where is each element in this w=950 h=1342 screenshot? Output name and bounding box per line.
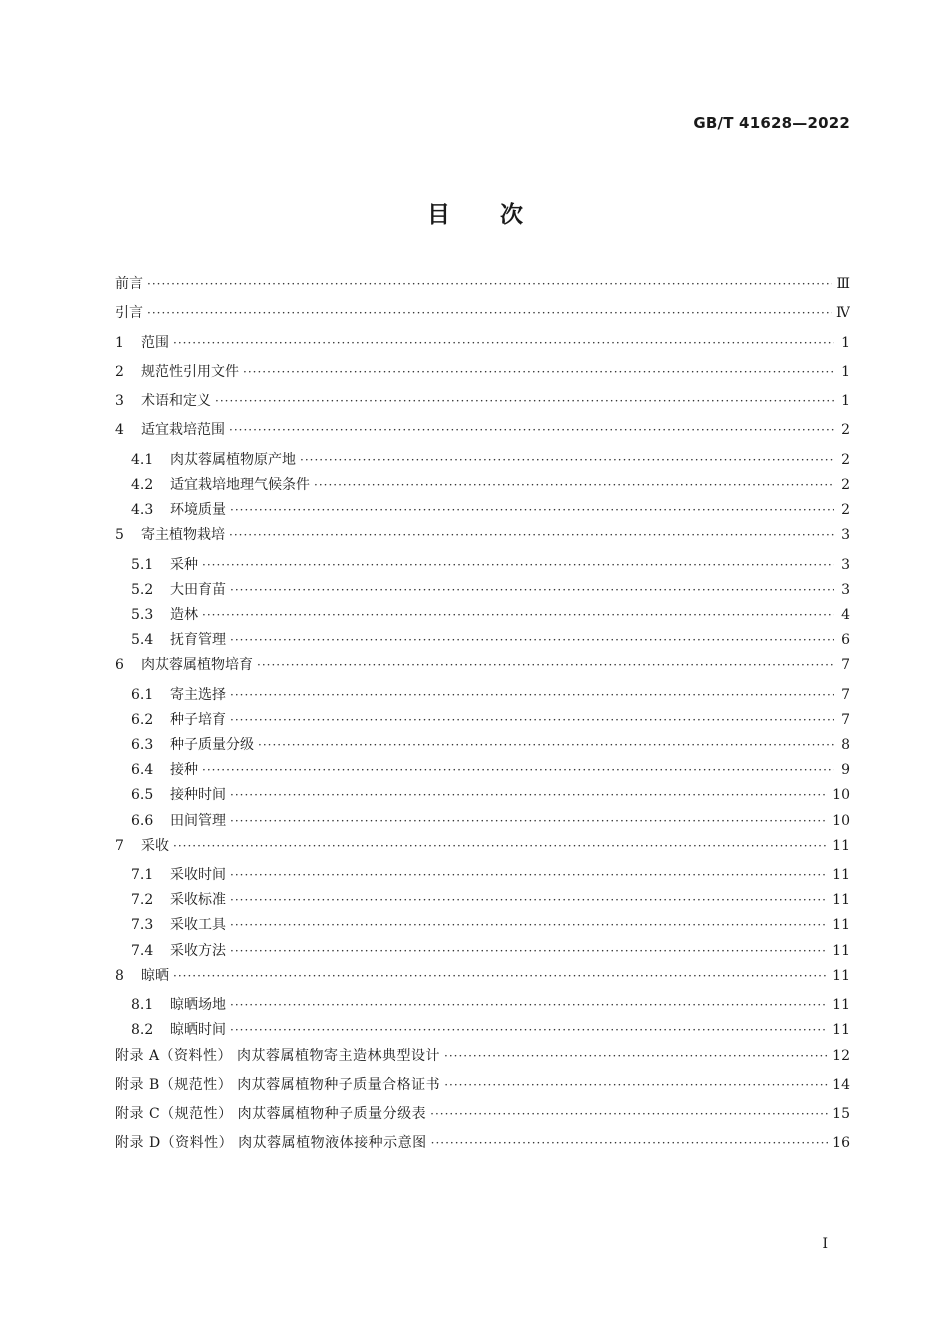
toc-leader-dots [230, 633, 834, 647]
toc-entry-number: 5 [115, 527, 124, 544]
toc-entry-number: 7.1 [131, 867, 154, 884]
toc-entry-number: 4.1 [131, 451, 154, 468]
toc-entry[interactable] [115, 629, 850, 654]
toc-leader-dots [258, 738, 834, 752]
toc-entry-number: 5.4 [131, 632, 154, 649]
toc-entry[interactable] [115, 524, 850, 553]
toc-entry-label [115, 1103, 430, 1123]
toc-entry-page: 11 [832, 837, 850, 854]
toc-leader-dots [173, 969, 828, 983]
toc-entry-title: 附录 C（规范性） 肉苁蓉属植物种子质量分级表 [115, 1106, 427, 1123]
toc-entry-page: 4 [841, 607, 850, 624]
toc-entry[interactable] [115, 419, 850, 448]
toc-entry[interactable] [115, 940, 850, 965]
toc-entry-page: 3 [841, 527, 850, 544]
toc-entry-title: 种子质量分级 [170, 737, 254, 754]
toc-entry-page: 8 [841, 737, 850, 754]
toc-entry[interactable] [115, 474, 850, 499]
toc-entry-page: 7 [841, 686, 850, 703]
toc-leader-dots [230, 788, 828, 802]
toc-entry-page: Ⅳ [836, 305, 850, 322]
toc-leader-dots [202, 608, 834, 622]
toc-entry-label [131, 759, 202, 779]
toc-entry-page: 16 [832, 1135, 850, 1152]
toc-entry[interactable] [115, 1045, 850, 1074]
toc-entry-label [115, 273, 147, 293]
toc-entry-number: 4.3 [131, 502, 154, 519]
toc-entry-page: 9 [841, 762, 850, 779]
toc-entry-number: 5.3 [131, 607, 154, 624]
toc-entry-page: 11 [832, 867, 850, 884]
toc-leader-dots [173, 839, 828, 853]
toc-entry-title: 田间管理 [170, 812, 226, 829]
toc-leader-dots [147, 306, 832, 320]
toc-entry-label [131, 449, 300, 469]
toc-entry-number: 6.3 [131, 737, 154, 754]
toc-entry[interactable] [115, 332, 850, 361]
toc-leader-dots [230, 814, 828, 828]
toc-leader-dots [230, 918, 828, 932]
toc-entry-number: 8.2 [131, 1022, 154, 1039]
toc-entry-label [115, 332, 173, 352]
toc-entry[interactable] [115, 604, 850, 629]
toc-entry-title: 附录 D（资料性） 肉苁蓉属植物液体接种示意图 [115, 1135, 427, 1152]
toc-entry-page: 10 [832, 787, 850, 804]
toc-entry[interactable] [115, 835, 850, 864]
toc-entry[interactable] [115, 1103, 850, 1132]
toc-entry-page: 11 [832, 967, 850, 984]
toc-entry[interactable] [115, 654, 850, 683]
toc-entry-number: 6.1 [131, 686, 154, 703]
toc-entry[interactable] [115, 273, 850, 302]
toc-entry-label [115, 1132, 431, 1152]
toc-entry-label [115, 361, 243, 381]
toc-entry-page: 2 [841, 502, 850, 519]
page-number: I [822, 1236, 828, 1252]
toc-entry-number: 7.4 [131, 942, 154, 959]
toc-leader-dots [202, 763, 834, 777]
toc-entry-title: 寄主选择 [170, 686, 226, 703]
toc-entry-title: 晾晒时间 [170, 1022, 226, 1039]
toc-entry-title: 引言 [115, 305, 143, 322]
toc-entry-number: 5.2 [131, 581, 154, 598]
toc-entry-page: 1 [841, 393, 850, 410]
toc-entry[interactable] [115, 864, 850, 889]
toc-entry-number: 1 [115, 334, 124, 351]
toc-leader-dots [230, 893, 828, 907]
toc-entry[interactable] [115, 1074, 850, 1103]
toc-entry-label [131, 499, 230, 519]
toc-entry-page: 6 [841, 632, 850, 649]
toc-entry[interactable] [115, 302, 850, 331]
toc-entry-title: 术语和定义 [141, 393, 211, 410]
toc-entry-label [131, 810, 230, 830]
toc-entry[interactable] [115, 889, 850, 914]
toc-entry-number: 8.1 [131, 997, 154, 1014]
toc-entry-label [115, 1045, 444, 1065]
toc-entry[interactable] [115, 684, 850, 709]
toc-entry-label [131, 1019, 230, 1039]
toc-entry-number: 4 [115, 422, 124, 439]
toc-leader-dots [300, 453, 834, 467]
toc-entry-page: 11 [832, 1022, 850, 1039]
toc-entry-label [131, 554, 202, 574]
toc-leader-dots [230, 503, 834, 517]
toc-entry-number: 6.4 [131, 762, 154, 779]
toc-leader-dots [229, 528, 834, 542]
toc-entry-title: 接种时间 [170, 787, 226, 804]
toc-entry-label [115, 965, 173, 985]
toc-entry-number: 6.6 [131, 812, 154, 829]
toc-entry-title: 前言 [115, 276, 143, 292]
toc-entry-title: 适宜栽培范围 [141, 422, 225, 439]
toc-entry[interactable] [115, 965, 850, 994]
toc-leader-dots [230, 583, 834, 597]
toc-entry-title: 晾晒场地 [170, 997, 226, 1014]
toc-entry[interactable] [115, 709, 850, 734]
toc-entry[interactable] [115, 1132, 850, 1161]
toc-entry-title: 采收 [141, 837, 169, 854]
toc-entry-page: 11 [832, 997, 850, 1014]
toc-entry-title: 接种 [170, 762, 198, 779]
toc-leader-dots [230, 688, 834, 702]
toc-entry-page: 10 [832, 812, 850, 829]
toc-entry-page: 2 [841, 451, 850, 468]
toc-leader-dots [173, 336, 834, 350]
toc-entry-title: 采收标准 [170, 892, 226, 909]
toc-entry-label [115, 419, 229, 439]
toc-entry-title: 寄主植物栽培 [141, 527, 225, 544]
toc-leader-dots [243, 365, 834, 379]
toc-entry-label [131, 914, 230, 934]
toc-entry-title: 晾晒 [141, 967, 169, 984]
toc-entry-number: 7.2 [131, 892, 154, 909]
toc-entry[interactable] [115, 361, 850, 390]
toc-entry-number: 6 [115, 657, 124, 674]
toc-leader-dots [230, 944, 828, 958]
toc-entry-page: 11 [832, 942, 850, 959]
toc-entry-number: 7.3 [131, 917, 154, 934]
toc-entry-title: 规范性引用文件 [141, 363, 239, 380]
toc-entry-page: 2 [841, 476, 850, 493]
toc-entry-title: 抚育管理 [170, 632, 226, 649]
toc-entry-page: 7 [841, 711, 850, 728]
toc-entry-label [131, 579, 230, 599]
toc-entry-page: 7 [841, 657, 850, 674]
toc-entry-number: 2 [115, 363, 124, 380]
toc-entry-label [115, 654, 257, 674]
toc-entry[interactable] [115, 1019, 850, 1044]
toc-entry[interactable] [115, 810, 850, 835]
toc-entry[interactable] [115, 449, 850, 474]
toc-entry-title: 大田育苗 [170, 581, 226, 598]
toc-entry-label [115, 835, 173, 855]
toc-entry-page: 12 [832, 1047, 850, 1064]
table-of-contents [115, 273, 850, 1162]
toc-entry-number: 4.2 [131, 476, 154, 493]
toc-entry-title: 造林 [170, 607, 198, 624]
toc-entry-number: 7 [115, 837, 124, 854]
standard-code: GB/T 41628—2022 [693, 114, 850, 132]
toc-entry-page: Ⅲ [836, 276, 850, 292]
toc-entry-label [131, 474, 314, 494]
toc-leader-dots [230, 713, 834, 727]
toc-entry-label [131, 709, 230, 729]
toc-entry[interactable] [115, 784, 850, 809]
toc-leader-dots [430, 1107, 828, 1121]
toc-entry-title: 采收方法 [170, 942, 226, 959]
toc-entry-page: 1 [841, 334, 850, 351]
toc-entry-label [115, 390, 215, 410]
toc-entry-label [131, 889, 230, 909]
toc-entry-label [115, 524, 229, 544]
toc-entry-title: 附录 B（规范性） 肉苁蓉属植物种子质量合格证书 [115, 1076, 441, 1093]
toc-entry-label [131, 604, 202, 624]
toc-entry-number: 6.2 [131, 711, 154, 728]
toc-entry[interactable] [115, 499, 850, 524]
toc-entry-label [131, 684, 230, 704]
toc-entry-label [131, 994, 230, 1014]
toc-entry-page: 1 [841, 363, 850, 380]
toc-entry-page: 15 [832, 1106, 850, 1123]
toc-leader-dots [215, 394, 834, 408]
toc-leader-dots [444, 1078, 828, 1092]
toc-leader-dots [230, 1023, 828, 1037]
toc-entry[interactable] [115, 579, 850, 604]
toc-entry-title: 采种 [170, 556, 198, 573]
toc-entry-number: 3 [115, 393, 124, 410]
toc-entry-title: 采收工具 [170, 917, 226, 934]
toc-entry-page: 11 [832, 892, 850, 909]
toc-entry[interactable] [115, 734, 850, 759]
toc-entry-label [131, 864, 230, 884]
toc-leader-dots [314, 478, 834, 492]
toc-entry-title: 采收时间 [170, 867, 226, 884]
toc-entry-page: 3 [841, 556, 850, 573]
toc-entry-label [131, 784, 230, 804]
toc-entry-title: 环境质量 [170, 502, 226, 519]
toc-entry-label [131, 629, 230, 649]
toc-entry-title: 肉苁蓉属植物培育 [141, 657, 253, 674]
toc-entry-page: 11 [832, 917, 850, 934]
toc-leader-dots [444, 1049, 828, 1063]
toc-leader-dots [202, 558, 834, 572]
toc-entry-title: 种子培育 [170, 711, 226, 728]
toc-entry-page: 3 [841, 581, 850, 598]
toc-entry-label [115, 1074, 444, 1094]
toc-leader-dots [230, 868, 828, 882]
toc-entry-number: 5.1 [131, 556, 154, 573]
toc-entry-page: 2 [841, 422, 850, 439]
toc-entry[interactable] [115, 994, 850, 1019]
toc-leader-dots [147, 277, 832, 291]
toc-entry[interactable] [115, 759, 850, 784]
toc-entry[interactable] [115, 914, 850, 939]
toc-entry-page: 14 [832, 1076, 850, 1093]
toc-entry-label [131, 734, 258, 754]
toc-entry-title: 附录 A（资料性） 肉苁蓉属植物寄主造林典型设计 [115, 1047, 441, 1064]
toc-entry-number: 6.5 [131, 787, 154, 804]
toc-entry-number: 8 [115, 967, 124, 984]
toc-leader-dots [257, 658, 834, 672]
toc-leader-dots [229, 423, 834, 437]
toc-entry-title: 适宜栽培地理气候条件 [170, 476, 310, 493]
toc-leader-dots [431, 1136, 829, 1150]
toc-entry-label [131, 940, 230, 960]
toc-entry[interactable] [115, 390, 850, 419]
page-title: 目次 [427, 202, 573, 228]
toc-entry[interactable] [115, 554, 850, 579]
toc-entry-title: 肉苁蓉属植物原产地 [170, 451, 296, 468]
toc-leader-dots [230, 998, 828, 1012]
toc-entry-label [115, 302, 147, 322]
toc-entry-title: 范围 [141, 334, 169, 351]
